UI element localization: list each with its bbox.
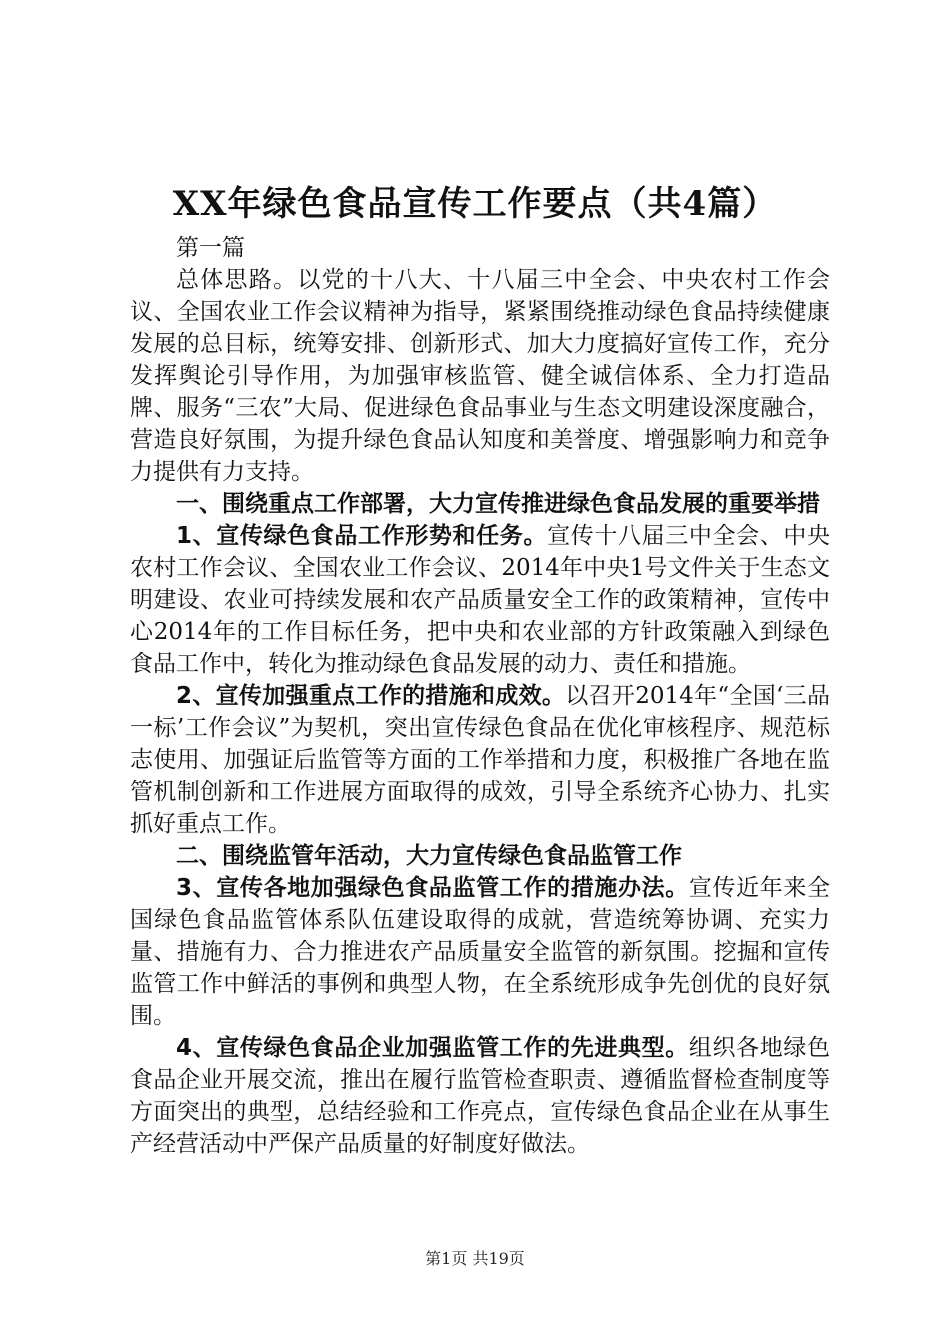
item-2-text: 以召开2014年“全国‘三品一标’工作会议”为契机，突出宣传绿色食品在优化审核程序、规范标志使用、加强证后监管等方面的工作举措和力度，积极推广各地在监管机制创新和工作进展方面取得的成效，引导全系统齐心协力、扎实抓好重点工作。 xyxy=(130,683,830,837)
item-4-lead: 4、宣传绿色食品企业加强监管工作的先进典型。 xyxy=(176,1035,689,1061)
item-3-text: 宣传近年来全国绿色食品监管体系队伍建设取得的成就，营造统筹协调、充实力量、措施有力、合力推进农产品质量安全监管的新氛围。挖掘和宣传监管工作中鲜活的事例和典型人物，在全系统形成争先创优的良好氛围。 xyxy=(130,875,830,1029)
part-label: 第一篇 xyxy=(176,235,245,261)
document-body xyxy=(130,232,830,1160)
item-2-lead: 2、宣传加强重点工作的措施和成效。 xyxy=(176,683,566,709)
paragraph-item-3 xyxy=(130,872,830,1032)
document-title: XX年绿色食品宣传工作要点（共4篇） xyxy=(172,184,778,224)
item-1-text: 宣传十八届三中全会、中央农村工作会议、全国农业工作会议、2014年中央1号文件关于生态文明建设、农业可持续发展和农产品质量安全工作的政策精神，宣传中心2014年的工作目标任务，把中央和农业部的方针政策融入到绿色食品工作中，转化为推动绿色食品发展的动力、责任和措施。 xyxy=(130,523,830,677)
page-footer: 第1页 共19页 xyxy=(425,1249,525,1268)
paragraph-item-1 xyxy=(130,520,830,680)
section-heading-2: 二、围绕监管年活动，大力宣传绿色食品监管工作 xyxy=(176,843,682,869)
paragraph-item-4 xyxy=(130,1032,830,1160)
section-heading-1: 一、围绕重点工作部署，大力宣传推进绿色食品发展的重要举措 xyxy=(176,491,820,517)
item-1-lead: 1、宣传绿色食品工作形势和任务。 xyxy=(176,523,548,549)
paragraph-item-2 xyxy=(130,680,830,840)
paragraph-overview: 总体思路。以党的十八大、十八届三中全会、中央农村工作会议、全国农业工作会议精神为指导，紧紧围绕推动绿色食品持续健康发展的总目标，统筹安排、创新形式、加大力度搞好宣传工作，充分发挥舆论引导作用，为加强审核监管、健全诚信体系、全力打造品牌、服务“三农”大局、促进绿色食品事业与生态文明建设深度融合，营造良好氛围，为提升绿色食品认知度和美誉度、增强影响力和竞争力提供有力支持。 xyxy=(130,267,830,485)
item-3-lead: 3、宣传各地加强绿色食品监管工作的措施办法。 xyxy=(176,875,689,901)
item-4-text: 组织各地绿色食品企业开展交流，推出在履行监管检查职责、遵循监督检查制度等方面突出的典型，总结经验和工作亮点，宣传绿色食品企业在从事生产经营活动中严保产品质量的好制度好做法。 xyxy=(130,1035,830,1157)
